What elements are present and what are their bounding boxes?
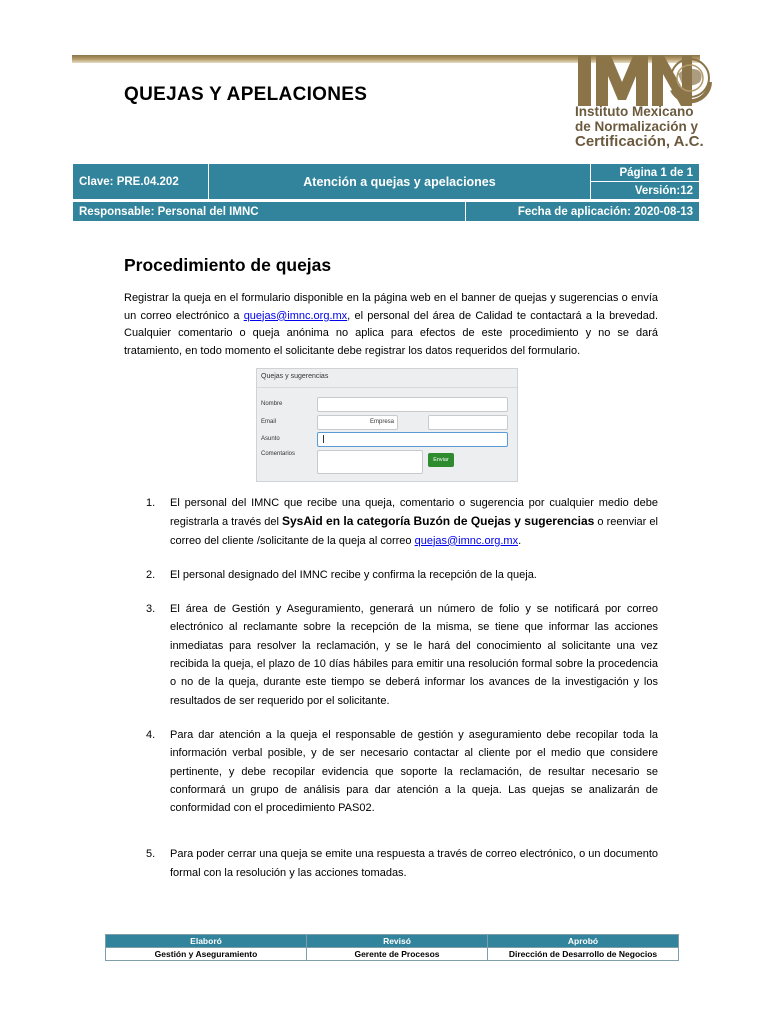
complaints-form-image	[256, 368, 518, 482]
elaboro-header: Elaboró	[106, 935, 307, 948]
step-5	[124, 845, 658, 882]
step-number: 4.	[146, 728, 156, 741]
reviso-value: Gerente de Procesos	[307, 948, 488, 961]
aprobo-value: Dirección de Desarrollo de Negocios	[488, 948, 679, 961]
step-number: 5.	[146, 848, 156, 861]
responsible-table	[72, 201, 700, 222]
institute-line-2: de Normalización y	[575, 119, 699, 134]
step-1-emphasis: SysAid en la categoría Buzón de Quejas y sugerencias	[281, 514, 595, 529]
email-label: Email	[261, 419, 277, 425]
aprobo-header: Aprobó	[488, 935, 679, 948]
intro-text-end: , el personal del área de Calidad te contactará a la brevedad. Cualquier comentario o queja anónima no aplica para efectos de este procedimiento y no se dará tratamiento, en todo momento el solicitante debe registrar los datos requeridos del formulario.	[124, 309, 658, 357]
signature-table	[105, 934, 679, 961]
step-number: 2.	[146, 568, 156, 581]
document-info-table	[72, 163, 700, 200]
subject-field[interactable]	[317, 432, 508, 447]
section-title: Procedimiento de quejas	[124, 255, 332, 275]
comments-field[interactable]	[317, 450, 423, 474]
institute-line-1: Instituto Mexicano	[575, 104, 694, 119]
step-2-text: El personal designado del IMNC recibe y confirma la recepción de la queja.	[170, 568, 537, 581]
step-number: 1.	[146, 497, 156, 509]
intro-paragraph	[124, 290, 658, 360]
form-divider	[257, 387, 517, 388]
company-label: Empresa	[370, 419, 395, 425]
institute-name	[575, 104, 704, 149]
imnc-logo	[572, 52, 712, 150]
clave-cell: Clave: PRE.04.202	[73, 164, 209, 200]
step-3-text: El área de Gestión y Aseguramiento, generará un número de folio y se notificará por correo electrónico al reclamante sobre la recepción de la misma, se tiene que informar las acciones inmediatas para resolver la reclamación, y se le hará del conocimiento al solicitante una vez recibida la queja, el plazo de 10 días hábiles para emitir una resolución formal sobre la procedencia o no de la queja, durante este tiempo se deberá informar los avances de la investigación y los resultados de ser requerido por el solicitante.	[170, 603, 658, 707]
step-2	[124, 566, 658, 584]
name-label: Nombre	[261, 401, 283, 407]
subject-label: Asunto	[261, 436, 280, 442]
page-cell: Página 1 de 1	[591, 164, 700, 182]
text-cursor	[323, 435, 324, 443]
step-3	[124, 600, 658, 710]
step-4	[124, 726, 658, 817]
name-field[interactable]	[317, 397, 508, 412]
complaints-email-link[interactable]: quejas@imnc.org.mx	[243, 309, 348, 322]
form-title: Quejas y sugerencias	[261, 373, 329, 380]
step-1-text-cont: o reenviar el correo del cliente /solicitante de la queja al correo	[170, 516, 658, 547]
comments-label: Comentarios	[261, 451, 296, 457]
institute-line-3: Certificación, A.C.	[575, 133, 704, 150]
intro-text-start: Registrar la queja en el formulario disponible en la página web en el banner de quejas y sugerencias o envía un correo electrónico a	[124, 292, 658, 322]
reviso-header: Revisó	[307, 935, 488, 948]
step-number: 3.	[146, 603, 156, 616]
step-1-email-link[interactable]: quejas@imnc.org.mx	[414, 534, 519, 547]
company-field[interactable]	[428, 415, 508, 430]
fecha-cell: Fecha de aplicación: 2020-08-13	[466, 202, 700, 222]
procedure-steps	[124, 494, 658, 898]
version-cell: Versión:12	[591, 182, 700, 200]
step-1	[124, 494, 658, 550]
elaboro-value: Gestión y Aseguramiento	[106, 948, 307, 961]
step-5-text: Para poder cerrar una queja se emite una respuesta a través de correo electrónico, o un documento formal con la resolución y las acciones tomadas.	[170, 848, 658, 879]
subject-cell: Atención a quejas y apelaciones	[209, 164, 591, 200]
imnc-logo-mark	[574, 52, 714, 108]
step-1-text: El personal del IMNC que recibe una queja, comentario o sugerencia por cualquier medio debe registrarla a través del	[170, 497, 658, 529]
submit-button[interactable]: Enviar	[428, 453, 454, 467]
responsable-cell: Responsable: Personal del IMNC	[73, 202, 466, 222]
step-4-text: Para dar atención a la queja el responsable de gestión y aseguramiento debe recopilar toda la información verbal posible, y de ser necesario contactar al cliente por el medio que considere pertinente, y debe recopilar evidencia que soporte la reclamación, de resultar necesario se conformará un grupo de análisis para dar atención a la queja. Las quejas se analizarán de conformidad con el procedimiento PAS02.	[170, 728, 658, 815]
step-1-end: .	[518, 534, 522, 547]
document-title: QUEJAS Y APELACIONES	[124, 84, 368, 105]
